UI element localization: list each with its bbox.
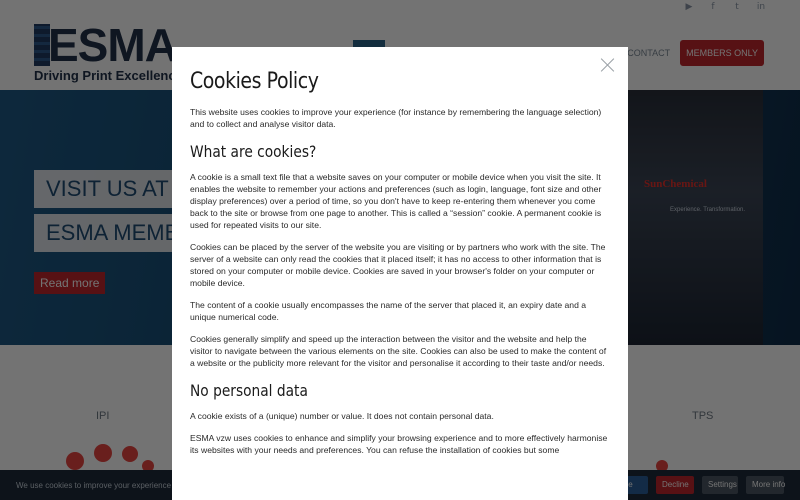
paragraph: Cookies generally simplify and speed up the interaction between the visitor and the website and help the visitor to navigate between the various elements on the site. Cookies can also be used to make the content of a website or the publicity more relevant for the visitor and personalise it according to their taste and/or needs. [190,334,607,368]
heading-what-are-cookies: What are cookies? [190,142,317,161]
modal-content [190,69,610,466]
paragraph: The content of a cookie usually encompasses the name of the server that placed it, an expiry date and a unique numerical code. [190,300,587,322]
heading-no-personal-data: No personal data [190,381,308,400]
modal-title: Cookies Policy [190,69,319,94]
modal-intro: This website uses cookies to improve your experience (for instance by remembering the language selection) and to collect and analyse visitor data. [190,107,602,129]
paragraph: ESMA vzw uses cookies to enhance and simplify your browsing experience and to more effectively harmonise its websites with your needs and preferences. You can refuse the installation of cookies but some [190,433,608,455]
paragraph: Cookies can be placed by the server of the website you are visiting or by partners who work with the site. The server of a website can only read the cookies that it placed itself; it has no access to other information that is stored on your computer or mobile device. Cookies are saved in your browser's folder on your computer or mobile device. [190,242,606,288]
paragraph: A cookie is a small text file that a website saves on your computer or mobile device when you visit the site. It enables the website to remember your actions and preferences (such as login, language, font size and other display preferences) over a period of time, so you don't have to keep re-entering them whenever you come back to the site or browse from one page to another. This is called a “session” cookie. A permanent cookie is used for repeated visits to our site. [190,172,602,230]
cookies-policy-modal [172,47,628,500]
paragraph: A cookie exists of a (unique) number or value. It does not contain personal data. [190,411,494,421]
